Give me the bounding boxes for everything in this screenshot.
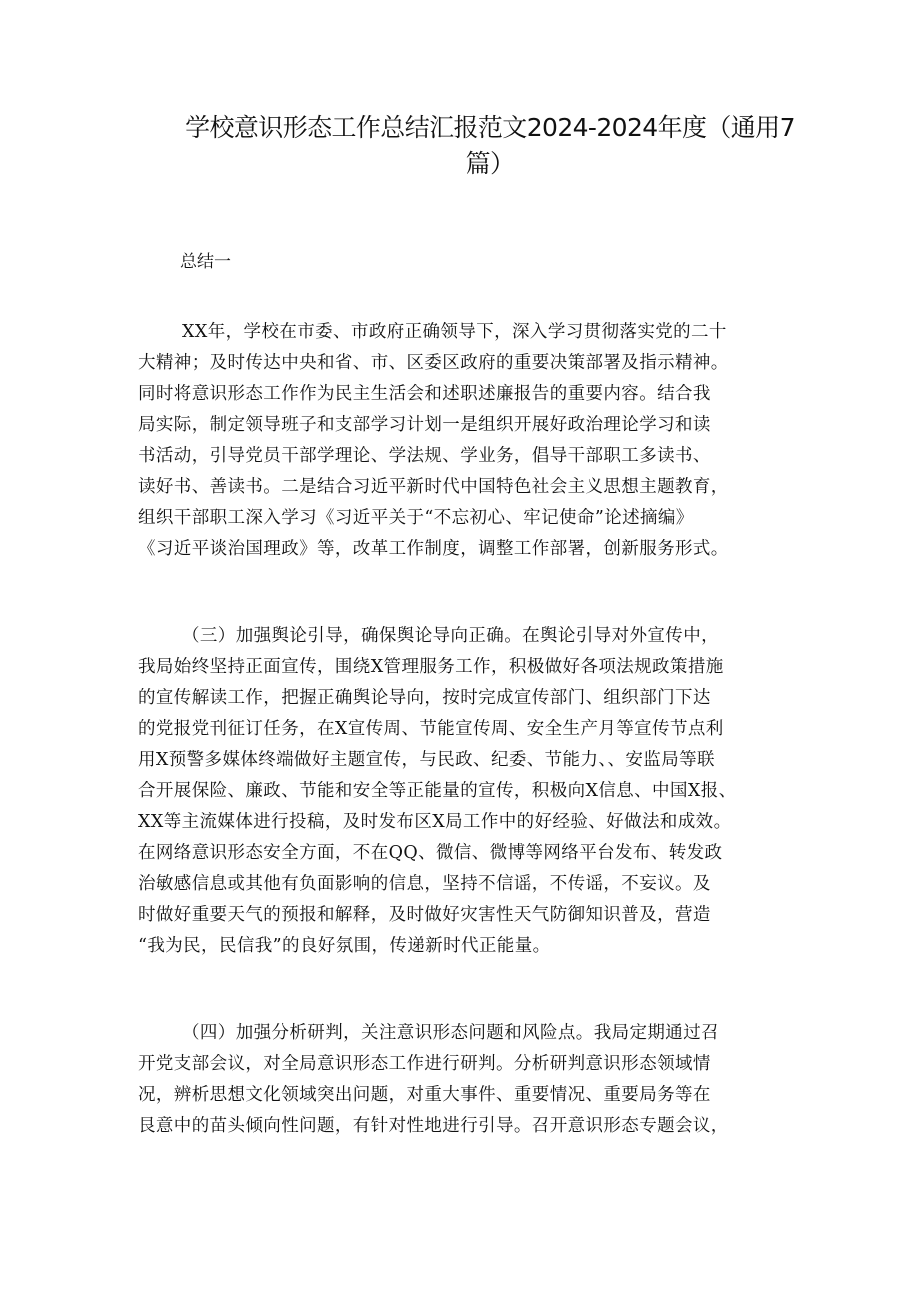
paragraph-line: 局实际，制定领导班子和支部学习计划一是组织开展好政治理论学习和读 [138, 415, 711, 435]
paragraph-line: 在网络意识形态安全方面，不在QQ、微信、微博等网络平台发布、转发政 [138, 843, 723, 863]
paragraph-line: “我为民，民信我”的良好氛围，传递新时代正能量。 [138, 936, 551, 956]
paragraph-line: 开党支部会议，对全局意识形态工作进行研判。分析研判意识形态领域情 [138, 1054, 711, 1074]
paragraph-line: 的宣传解读工作，把握正确舆论导向，按时完成宣传部门、组织部门下达 [138, 688, 711, 708]
paragraph-line: 艮意中的苗头倾向性问题，有针对性地进行引导。召开意识形态专题会议， [138, 1116, 729, 1136]
paragraph-line: （三）加强舆论引导，确保舆论导向正确。在舆论引导对外宣传中， [182, 626, 719, 646]
paragraph-line: 时做好重要天气的预报和解释，及时做好灾害性天气防御知识普及，营造 [138, 905, 711, 925]
paragraph-line: 组织干部职工深入学习《习近平关于“不忘初心、牢记使命”论述摘编》 [138, 508, 694, 528]
paragraph-line: 用X预警多媒体终端做好主题宣传，与民政、纪委、节能力、、安监局等联 [138, 750, 715, 770]
paragraph-line: 合开展保险、廉政、节能和安全等正能量的宣传，积极向X信息、中国X报、 [138, 781, 737, 801]
paragraph-line: 同时将意识形态工作作为民主生活会和述职述廉报告的重要内容。结合我 [138, 384, 711, 404]
paragraph-line: 的党报党刊征订任务，在X宣传周、节能宣传周、安全生产月等宣传节点利 [138, 719, 724, 739]
paragraph-line: 大精神；及时传达中央和省、市、区委区政府的重要决策部署及指示精神。 [138, 353, 729, 373]
paragraph [138, 1018, 792, 1142]
paragraph-line: 《习近平谈治国理政》等，改革工作制度，调整工作部署，创新服务形式。 [138, 539, 729, 559]
paragraph-line: XX等主流媒体进行投稿，及时发布区X局工作中的好经验、好做法和成效。 [138, 812, 732, 832]
paragraph-line: 读好书、善读书。二是结合习近平新时代中国特色社会主义思想主题教育， [138, 477, 729, 497]
paragraph-line: 我局始终坚持正面宣传，围绕X管理服务工作，积极做好各项法规政策措施 [138, 657, 724, 677]
title-line: 篇） [465, 149, 515, 178]
document-title [170, 110, 810, 182]
section-heading: 总结一 [180, 252, 231, 272]
paragraph-line: 治敏感信息或其他有负面影响的信息，坚持不信谣，不传谣，不妄议。及 [138, 874, 711, 894]
paragraph-line: XX年，学校在市委、市政府正确领导下，深入学习贯彻落实党的二十 [182, 322, 727, 342]
paragraph [138, 317, 792, 565]
paragraph [138, 621, 792, 962]
paragraph-line: 书活动，引导党员干部学理论、学法规、学业务，倡导干部职工多读书、 [138, 446, 711, 466]
title-line: 学校意识形态工作总结汇报范文2024-2024年度（通用7 [185, 113, 795, 142]
paragraph-line: 况，辨析思想文化领域突出问题，对重大事件、重要情况、重要局务等在 [138, 1085, 711, 1105]
paragraph-line: （四）加强分析研判，关注意识形态问题和风险点。我局定期通过召 [182, 1023, 719, 1043]
